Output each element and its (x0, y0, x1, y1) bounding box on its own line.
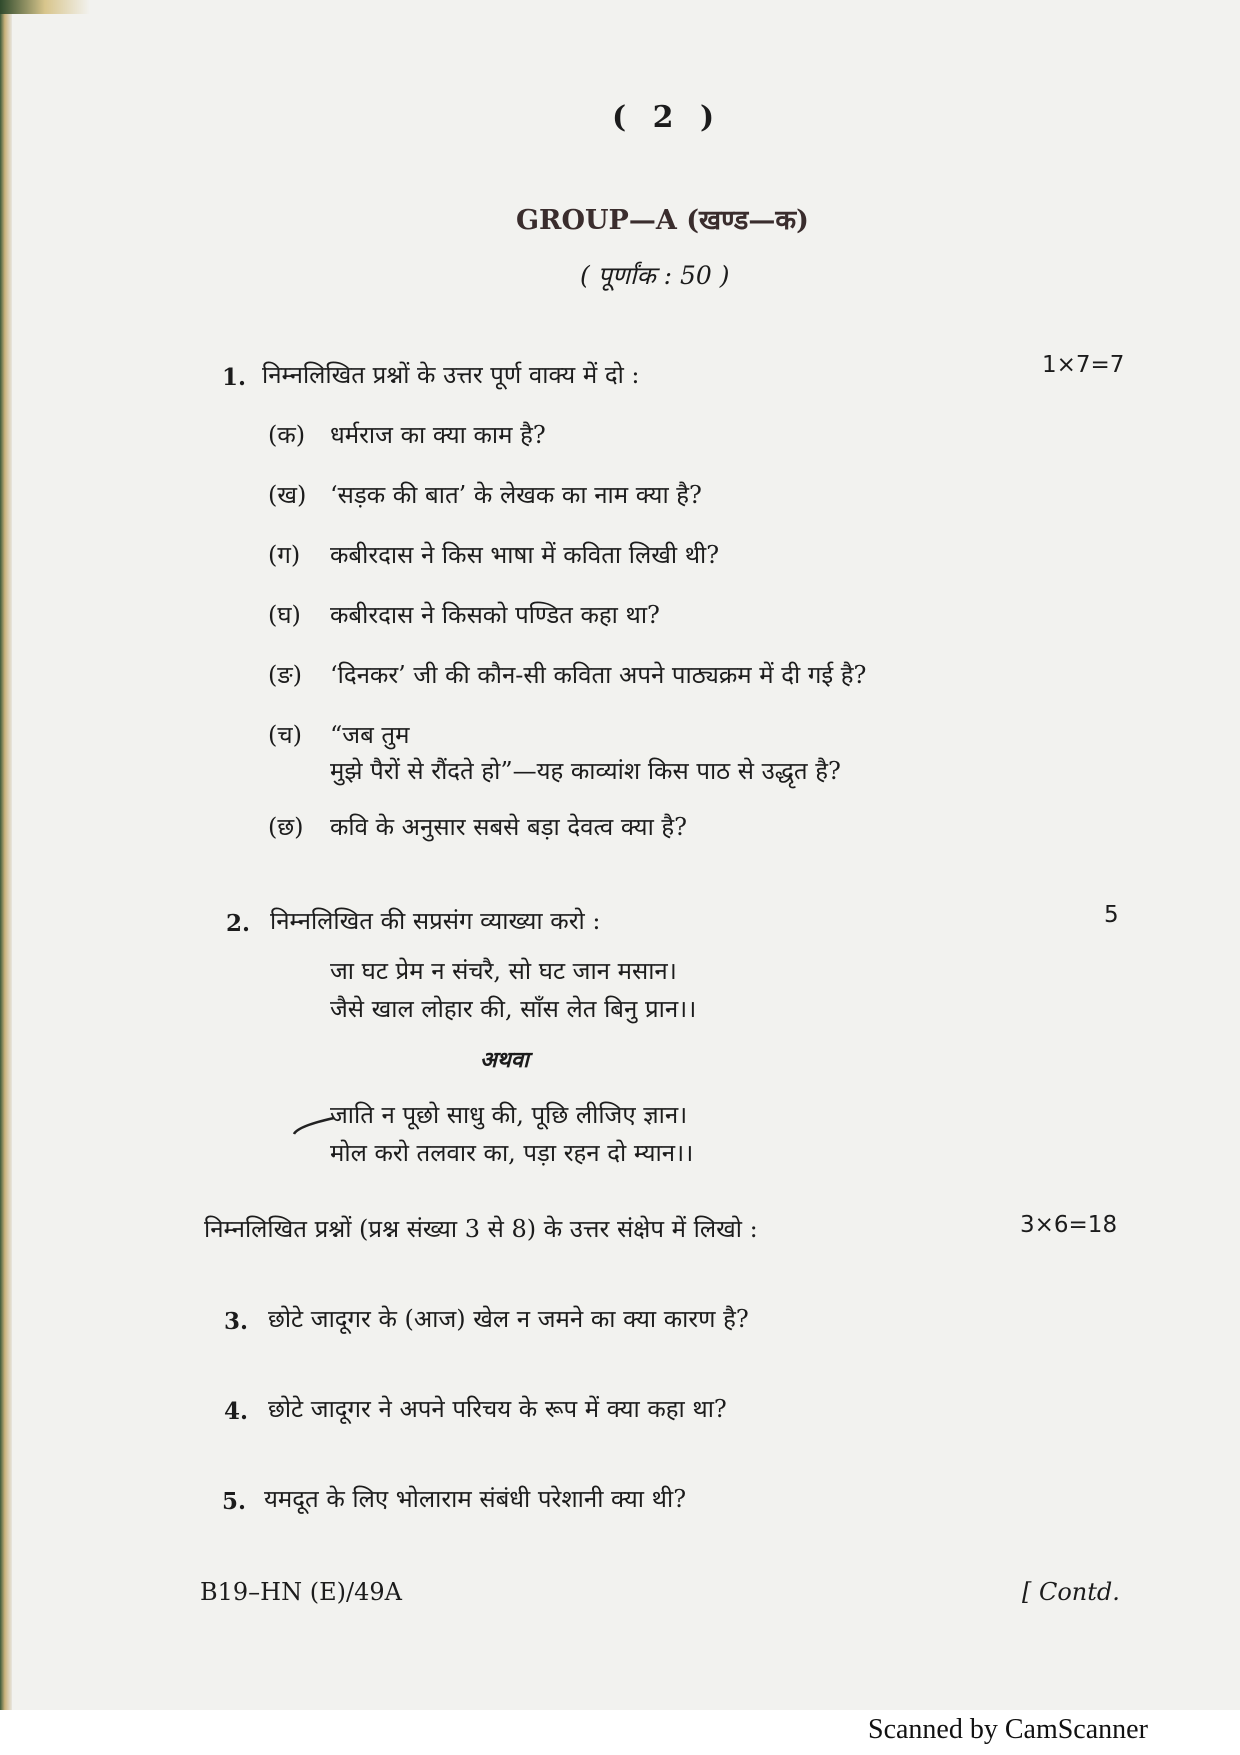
q1-marks: 1×7=7 (1042, 352, 1125, 378)
q1-part-gha (268, 598, 660, 631)
part-label: (छ) (268, 813, 304, 841)
scanner-watermark: Scanned by CamScanner (868, 1714, 1148, 1745)
part-label: (ग) (268, 541, 301, 569)
group-heading: GROUP—A (खण्ड—क) (516, 205, 809, 236)
q3-text: छोटे जादूगर के (आज) खेल न जमने का क्या कारण है? (268, 1305, 749, 1333)
q2-number: 2. (226, 910, 251, 937)
verse-line: मोल करो तलवार का, पड़ा रहन दो म्यान।। (330, 1139, 694, 1167)
part-label: (च) (268, 721, 302, 749)
q1-number: 1. (222, 364, 247, 391)
q2-text: निम्नलिखित की सप्रसंग व्याख्या करो : (270, 907, 601, 935)
q1-part-chha (268, 810, 687, 843)
part-label: (घ) (268, 601, 301, 629)
paper-code: B19–HN (E)/49A (200, 1578, 402, 1606)
verse-2 (330, 1096, 693, 1172)
part-label: (ङ) (268, 661, 303, 689)
q1-part-ga (268, 538, 719, 571)
verse-1 (330, 952, 696, 1028)
part-text: धर्मराज का क्या काम है? (330, 421, 546, 449)
or-label: अथवा (480, 1047, 529, 1073)
q1-part-cha (268, 718, 409, 751)
q4-text: छोटे जादूगर ने अपने परिचय के रूप में क्या कहा था? (268, 1395, 727, 1423)
q1-part-ka (268, 418, 546, 451)
part-text: कवि के अनुसार सबसे बड़ा देवत्व क्या है? (330, 813, 688, 841)
part-text: ‘दिनकर’ जी की कौन-सी कविता अपने पाठ्यक्रम में दी गई है? (330, 661, 867, 689)
page-number: ( 2 ) (612, 100, 723, 135)
part-text: कबीरदास ने किसको पण्डित कहा था? (330, 601, 660, 629)
part-label: (ख) (268, 481, 307, 509)
verse-line: जाति न पूछो साधु की, पूछि लीजिए ज्ञान। (330, 1101, 688, 1129)
page-edge (0, 0, 12, 1710)
q1-part-kha (268, 478, 702, 511)
part-text: ‘सड़क की बात’ के लेखक का नाम क्या है? (330, 481, 702, 509)
q2-marks: 5 (1104, 902, 1119, 928)
full-marks: ( पूर्णांक : 50 ) (580, 261, 730, 290)
short-answer-marks: 3×6=18 (1020, 1212, 1118, 1238)
page-corner (0, 0, 90, 14)
part-label: (क) (268, 421, 306, 449)
contd-label: [ Contd. (1022, 1578, 1120, 1606)
short-answer-instruction: निम्नलिखित प्रश्नों (प्रश्न संख्या 3 से 8) के उत्तर संक्षेप में लिखो : (204, 1215, 758, 1243)
q1-part-nga (268, 658, 866, 691)
q5-number: 5. (222, 1488, 247, 1515)
verse-line: जा घट प्रेम न संचरै, सो घट जान मसान। (330, 957, 677, 985)
pen-mark-icon (292, 1116, 336, 1136)
part-text: कबीरदास ने किस भाषा में कविता लिखी थी? (330, 541, 720, 569)
q5-text: यमदूत के लिए भोलाराम संबंधी परेशानी क्या थी? (264, 1485, 687, 1513)
q1-part-cha-line2: मुझे पैरों से रौंदते हो”—यह काव्यांश किस पाठ से उद्धृत है? (330, 757, 841, 785)
part-text: “जब तुम (330, 721, 410, 749)
verse-line: जैसे खाल लोहार की, साँस लेत बिनु प्रान।। (330, 995, 697, 1023)
q4-number: 4. (224, 1398, 249, 1425)
q1-text: निम्नलिखित प्रश्नों के उत्तर पूर्ण वाक्य में दो : (262, 361, 640, 389)
q3-number: 3. (224, 1308, 249, 1335)
